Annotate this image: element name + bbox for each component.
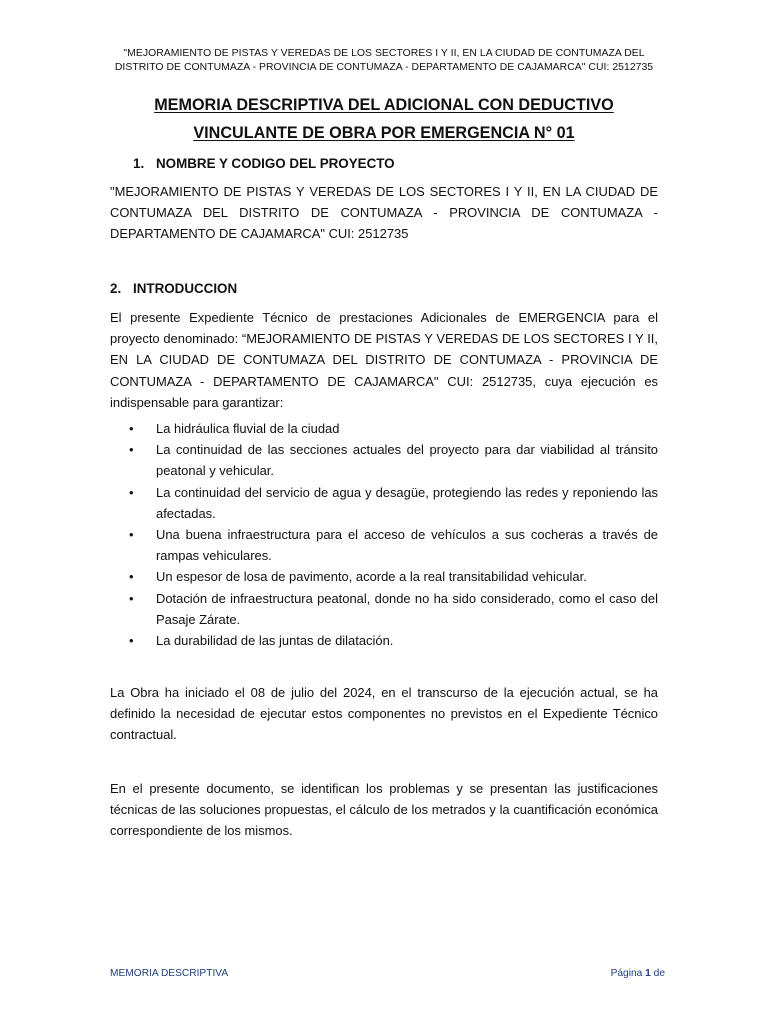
section-title-1: NOMBRE Y CODIGO DEL PROYECTO xyxy=(156,156,395,171)
list-item-text: La continuidad del servicio de agua y desagüe, protegiendo las redes y reponiendo las afectadas. xyxy=(156,484,658,521)
section-heading-1 xyxy=(133,155,395,173)
list-item-text: La continuidad de las secciones actuales del proyecto para dar viabilidad al tránsito peatonal y vehicular. xyxy=(156,442,658,479)
header-note: "MEJORAMIENTO DE PISTAS Y VEREDAS DE LOS SECTORES I Y II, EN LA CIUDAD DE CONTUMAZA DEL DISTRITO DE CONTUMAZA - PROVINCIA DE CONTUMAZA - DEPARTAMENTO DE CAJAMARCA" CUI: 2512735 xyxy=(114,48,654,73)
list-item-text: Una buena infraestructura para el acceso de vehículos a sus cocheras a través de rampas vehiculares. xyxy=(156,527,658,564)
document-title xyxy=(60,91,708,147)
title-line-2: VINCULANTE DE OBRA POR EMERGENCIA N° 01 xyxy=(193,124,575,142)
title-line-1: MEMORIA DESCRIPTIVA DEL ADICIONAL CON DEDUCTIVO xyxy=(154,96,614,114)
bullet-icon: • xyxy=(129,633,134,649)
list-item xyxy=(110,524,658,566)
list-item-text: La durabilidad de las juntas de dilatación. xyxy=(156,633,394,649)
bullet-icon: • xyxy=(129,590,134,606)
page-label: Página xyxy=(610,968,643,979)
section-number-1: 1. xyxy=(133,156,145,171)
list-item xyxy=(110,566,658,587)
bullet-icon: • xyxy=(129,527,134,543)
bullet-icon: • xyxy=(129,421,134,436)
guarantee-list xyxy=(110,418,658,651)
footer-left-label: MEMORIA DESCRIPTIVA xyxy=(110,968,229,979)
section-heading-2 xyxy=(110,280,237,298)
introduction-paragraph: El presente Expediente Técnico de prestaciones Adicionales de EMERGENCIA para el proyecto denominado: “MEJORAMIENTO DE PISTAS Y VEREDAS DE LOS SECTORES I Y II, EN LA CIUDAD DE CONTUMAZA DEL DISTRITO DE CONTUMAZA - PROVINCIA DE CONTUMAZA - DEPARTAMENTO DE CAJAMARCA" CUI: 2512735, cuya ejecución es indispensable para garantizar: xyxy=(110,310,658,410)
list-item xyxy=(110,418,658,439)
start-date-paragraph: La Obra ha iniciado el 08 de julio del 2024, en el transcurso de la ejecución actual, se ha definido la necesidad de ejecutar estos componentes no previstos en el Expediente Técnico contractual. xyxy=(110,685,658,743)
bullet-icon: • xyxy=(129,484,134,500)
scope-paragraph: En el presente documento, se identifican los problemas y se presentan las justificaciones técnicas de las soluciones propuestas, el cálculo de los metrados y la cuantificación económica correspondiente de los mismos. xyxy=(110,781,658,839)
list-item-text: La hidráulica fluvial de la ciudad xyxy=(156,421,340,436)
list-item xyxy=(110,588,658,630)
list-item xyxy=(110,630,658,651)
bullet-icon: • xyxy=(129,442,134,458)
list-item xyxy=(110,439,658,481)
section-number-2: 2. xyxy=(110,281,122,296)
list-item-text: Dotación de infraestructura peatonal, donde no ha sido considerado, como el caso del Pasaje Zárate. xyxy=(156,590,658,627)
list-item-text: Un espesor de losa de pavimento, acorde a la real transitabilidad vehicular. xyxy=(156,569,587,585)
page-number-footer xyxy=(611,968,665,979)
page-number: 1 xyxy=(645,968,651,979)
section-title-2: INTRODUCCION xyxy=(133,281,238,296)
page-of-label: de xyxy=(653,968,665,979)
bullet-icon: • xyxy=(129,569,134,585)
project-name-paragraph: "MEJORAMIENTO DE PISTAS Y VEREDAS DE LOS SECTORES I Y II, EN LA CIUDAD DE CONTUMAZA DEL DISTRITO DE CONTUMAZA - PROVINCIA DE CONTUMAZA - DEPARTAMENTO DE CAJAMARCA" CUI: 2512735 xyxy=(110,184,658,242)
list-item xyxy=(110,482,658,524)
